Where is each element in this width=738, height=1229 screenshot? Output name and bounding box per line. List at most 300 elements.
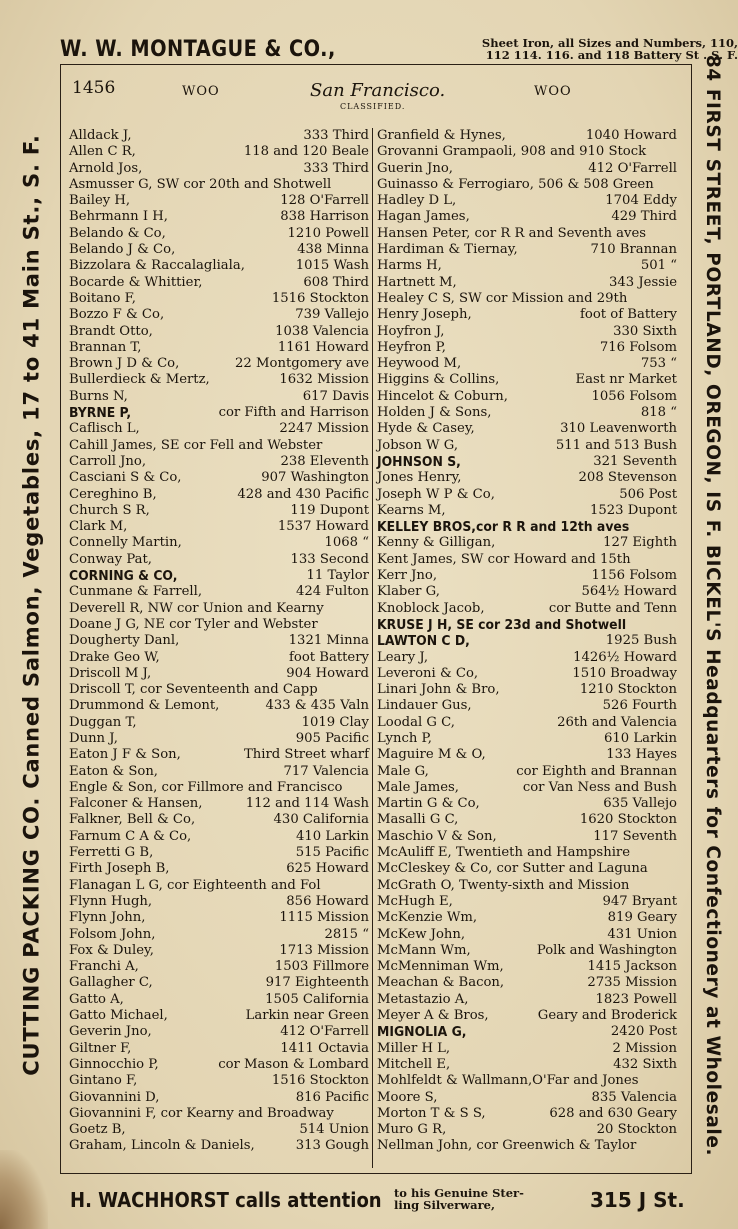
entry-address: 2 Mission [612, 1040, 677, 1056]
directory-entry [377, 584, 677, 600]
entry-address: 564½ Howard [581, 584, 677, 600]
directory-entry [69, 193, 369, 209]
left-column [69, 128, 369, 1155]
entry-name: Healey C S, SW cor Mission and 29th [377, 290, 628, 306]
entry-address: 433 & 435 Valn [265, 698, 369, 714]
entry-address: 1516 Stockton [271, 1073, 369, 1089]
entry-address: 1523 Dupont [590, 502, 677, 518]
entry-name: Maschio V & Son, [377, 828, 497, 844]
directory-entry [69, 209, 369, 225]
entry-address: 904 Howard [286, 665, 369, 681]
entry-name: Maguire M & O, [377, 747, 486, 763]
directory-entry [69, 633, 369, 649]
bottom-ad-note-line1: to his Genuine Ster- [394, 1186, 524, 1200]
entry-name: JOHNSON S, [377, 453, 461, 470]
entry-name: Gallagher C, [69, 975, 153, 991]
directory-entry [69, 1057, 369, 1073]
entry-address: 1115 Mission [279, 910, 369, 926]
directory-entry [69, 242, 369, 258]
entry-name: Franchi A, [69, 959, 139, 975]
entry-address: 412 O'Farrell [588, 160, 677, 176]
directory-entry [69, 1024, 369, 1040]
entry-address: 1415 Jackson [587, 959, 677, 975]
entry-name: Geverin Jno, [69, 1024, 152, 1040]
entry-name: Hartnett M, [377, 274, 457, 290]
directory-entry [69, 438, 369, 454]
entry-name: Firth Joseph B, [69, 861, 170, 877]
entry-name: Belando & Co, [69, 225, 166, 241]
entry-name: Fox & Duley, [69, 942, 154, 958]
entry-name: Brown J D & Co, [69, 356, 180, 372]
directory-entry [69, 731, 369, 747]
entry-name: Drake Geo W, [69, 649, 160, 665]
entry-address: 1925 Bush [605, 633, 677, 649]
entry-name: Harms H, [377, 258, 442, 274]
entry-name: Belando J & Co, [69, 242, 176, 258]
entry-address: 526 Fourth [602, 698, 677, 714]
entry-address: 11 Taylor [306, 568, 369, 584]
directory-entry [69, 682, 369, 698]
directory-entry [377, 878, 677, 894]
directory-entry [377, 372, 677, 388]
entry-name: Allen C R, [69, 144, 136, 160]
directory-entry [377, 487, 677, 503]
entry-address: 608 Third [303, 274, 369, 290]
bottom-ad-note [394, 1187, 584, 1211]
entry-address: 1426½ Howard [573, 649, 677, 665]
entry-address: 1516 Stockton [271, 290, 369, 306]
entry-name: Flynn Hugh, [69, 893, 153, 909]
directory-entry [377, 454, 677, 470]
directory-entry [69, 1073, 369, 1089]
entry-address: cor Van Ness and Bush [522, 779, 677, 795]
entry-name: Ferretti G B, [69, 845, 154, 861]
directory-entry [377, 910, 677, 926]
entry-address: Third Street wharf [243, 747, 369, 763]
directory-entry [69, 356, 369, 372]
entry-address: Geary and Broderick [537, 1008, 677, 1024]
entry-address: 1503 Fillmore [274, 959, 369, 975]
entry-address: 432 Sixth [613, 1056, 677, 1072]
directory-entry [377, 568, 677, 584]
directory-entry [377, 340, 677, 356]
entry-name: Cahill James, SE cor Fell and Webster [69, 437, 323, 453]
directory-entry [69, 552, 369, 568]
entry-name: Hoyfron J, [377, 323, 445, 339]
entry-name: Engle & Son, cor Fillmore and Francisco [69, 779, 343, 795]
entry-name: Bullerdieck & Mertz, [69, 372, 210, 388]
entry-name: Meyer A & Bros, [377, 1008, 489, 1024]
directory-entry [377, 747, 677, 763]
entry-address: 515 Pacific [295, 845, 369, 861]
directory-entry [69, 943, 369, 959]
directory-entry [69, 992, 369, 1008]
directory-entry [69, 910, 369, 926]
directory-entry [69, 764, 369, 780]
directory-entry [377, 209, 677, 225]
directory-entry [69, 666, 369, 682]
column-divider [372, 128, 373, 1168]
entry-name: Giovannini D, [69, 1089, 160, 1105]
entry-name: Kerr Jno, [377, 568, 438, 584]
bottom-ad-note-line2: ling Silverware, [394, 1198, 495, 1212]
directory-entry [69, 421, 369, 437]
entry-name: Duggan T, [69, 714, 137, 730]
entry-name: Burns N, [69, 388, 128, 404]
entry-address: 2735 Mission [587, 975, 677, 991]
entry-name: Connelly Martin, [69, 535, 182, 551]
directory-entry [69, 894, 369, 910]
entry-name: Gatto Michael, [69, 1008, 168, 1024]
entry-name: Farnum C A & Co, [69, 828, 192, 844]
directory-entry [69, 389, 369, 405]
entry-address: 2815 “ [324, 926, 369, 942]
directory-entry [69, 503, 369, 519]
entry-name: Mohlfeldt & Wallmann,O'Far and Jones [377, 1073, 639, 1089]
entry-address: 816 Pacific [295, 1089, 369, 1105]
directory-entry [69, 698, 369, 714]
directory-entry [69, 405, 369, 421]
entry-name: Bizzolara & Raccalagliala, [69, 258, 245, 274]
entry-name: Falconer & Hansen, [69, 796, 203, 812]
directory-entry [377, 258, 677, 274]
directory-entry [377, 764, 677, 780]
entry-name: Joseph W P & Co, [377, 486, 495, 502]
directory-entry [377, 894, 677, 910]
entry-address: 428 and 430 Pacific [237, 486, 369, 502]
directory-entry [377, 1057, 677, 1073]
entry-address: 716 Folsom [599, 339, 677, 355]
entry-name: Alldack J, [69, 128, 132, 143]
entry-name: Clark M, [69, 519, 128, 535]
directory-entry [377, 438, 677, 454]
directory-entry [69, 1041, 369, 1057]
entry-address: 2247 Mission [279, 421, 369, 437]
directory-entry [377, 1073, 677, 1089]
entry-address: 514 Union [299, 1122, 369, 1138]
entry-name: Graham, Lincoln & Daniels, [69, 1138, 255, 1154]
directory-entry [377, 535, 677, 551]
entry-name: McKew John, [377, 926, 466, 942]
entry-address: 1505 California [265, 991, 369, 1007]
page-number: 1456 [72, 78, 116, 98]
entry-name: Driscoll T, cor Seventeenth and Capp [69, 682, 318, 698]
entry-address: 710 Brannan [590, 242, 677, 258]
entry-name: Kearns M, [377, 502, 446, 518]
directory-entry [377, 943, 677, 959]
directory-entry [377, 193, 677, 209]
directory-entry [69, 454, 369, 470]
entry-address: 905 Pacific [295, 730, 369, 746]
entry-name: Nellman John, cor Greenwich & Taylor [377, 1138, 637, 1154]
directory-entry [377, 731, 677, 747]
directory-entry [377, 177, 677, 193]
directory-entry [69, 747, 369, 763]
entry-name: Leveroni & Co, [377, 665, 479, 681]
entry-name: Jones Henry, [377, 470, 462, 486]
entry-name: Conway Pat, [69, 551, 152, 567]
bottom-ad-address: 315 J St. [590, 1188, 685, 1212]
entry-address: 133 Hayes [606, 747, 677, 763]
entry-name: Cunmane & Farrell, [69, 584, 203, 600]
directory-entry [69, 161, 369, 177]
entry-address: 506 Post [619, 486, 677, 502]
entry-address: 1210 Stockton [579, 682, 677, 698]
entry-name: Linari John & Bro, [377, 682, 500, 698]
entry-name: BYRNE P, [69, 405, 132, 422]
entry-name: Eaton J F & Son, [69, 747, 181, 763]
directory-entry [377, 356, 677, 372]
directory-entry [69, 780, 369, 796]
entry-address: 2420 Post [610, 1024, 677, 1040]
directory-entry [377, 307, 677, 323]
entry-address: 424 Fulton [296, 584, 369, 600]
entry-address: 117 Seventh [593, 828, 677, 844]
directory-entry [69, 291, 369, 307]
entry-name: Lindauer Gus, [377, 698, 472, 714]
directory-entry [69, 177, 369, 193]
entry-name: Granfield & Hynes, [377, 128, 506, 143]
directory-entry [377, 601, 677, 617]
entry-address: 511 and 513 Bush [555, 437, 677, 453]
directory-entry [377, 845, 677, 861]
entry-address: 412 O'Farrell [280, 1024, 369, 1040]
entry-address: 753 “ [640, 356, 677, 372]
directory-entry [377, 1106, 677, 1122]
directory-entry [69, 128, 369, 144]
entry-address: 26th and Valencia [557, 714, 677, 730]
entry-name: Flynn John, [69, 910, 146, 926]
entry-address: 917 Eighteenth [265, 975, 369, 991]
directory-entry [69, 796, 369, 812]
directory-entry [377, 389, 677, 405]
entry-address: foot Battery [289, 649, 369, 665]
entry-name: Doane J G, NE cor Tyler and Webster [69, 616, 318, 632]
top-ad-firm: W. W. MONTAGUE & CO., [60, 36, 336, 62]
entry-address: 429 Third [611, 209, 677, 225]
directory-entry [69, 226, 369, 242]
entry-address: 1056 Folsom [591, 388, 677, 404]
directory-entry [69, 1008, 369, 1024]
directory-entry [377, 144, 677, 160]
entry-name: Ginnocchio P, [69, 1056, 159, 1072]
directory-entry [69, 861, 369, 877]
entry-name: Guerin Jno, [377, 160, 453, 176]
entry-name: Goetz B, [69, 1122, 126, 1138]
directory-entry [377, 698, 677, 714]
entry-name: Bailey H, [69, 193, 131, 209]
entry-name: Leary J, [377, 649, 429, 665]
entry-address: cor Fifth and Harrison [218, 405, 369, 421]
page-title: San Francisco. [310, 80, 446, 101]
entry-address: 1537 Howard [277, 519, 369, 535]
entry-address: 818 “ [640, 405, 677, 421]
directory-entry [377, 1041, 677, 1057]
entry-name: Hagan James, [377, 209, 470, 225]
entry-address: 20 Stockton [596, 1122, 677, 1138]
entry-address: 1632 Mission [279, 372, 369, 388]
directory-entry [69, 258, 369, 274]
entry-name: Metastazio A, [377, 991, 469, 1007]
entry-name: Martin G & Co, [377, 796, 480, 812]
directory-entry [69, 975, 369, 991]
entry-name: KRUSE J H, SE cor 23d and Shotwell [377, 616, 627, 633]
entry-address: 1321 Minna [288, 633, 369, 649]
entry-name: McMenniman Wm, [377, 959, 504, 975]
entry-name: McHugh E, [377, 893, 453, 909]
directory-entry [69, 845, 369, 861]
entry-address: 856 Howard [286, 893, 369, 909]
entry-address: 1040 Howard [585, 128, 677, 143]
top-ad-note-line1: Sheet Iron, all Sizes and Numbers, 110, [481, 36, 738, 50]
page-subtitle: CLASSIFIED. [340, 102, 406, 111]
directory-entry [69, 829, 369, 845]
entry-name: Hardiman & Tiernay, [377, 242, 518, 258]
entry-name: Folsom John, [69, 926, 156, 942]
entry-name: Church S R, [69, 502, 150, 518]
directory-entry [69, 324, 369, 340]
directory-entry [69, 959, 369, 975]
entry-address: Larkin near Green [245, 1008, 369, 1024]
directory-entry [69, 487, 369, 503]
entry-address: 819 Geary [607, 910, 677, 926]
directory-entry [69, 878, 369, 894]
entry-address: 1019 Clay [301, 714, 369, 730]
entry-name: Mitchell E, [377, 1056, 451, 1072]
entry-name: Giovannini F, cor Kearny and Broadway [69, 1105, 334, 1121]
directory-entry [377, 780, 677, 796]
entry-name: Cereghino B, [69, 486, 157, 502]
entry-name: Falkner, Bell & Co, [69, 812, 196, 828]
entry-name: Grovanni Grampaoli, 908 and 910 Stock [377, 144, 647, 160]
directory-entry [377, 405, 677, 421]
entry-address: 625 Howard [286, 861, 369, 877]
entry-name: Hadley D L, [377, 193, 457, 209]
entry-name: Kent James, SW cor Howard and 15th [377, 551, 631, 567]
entry-name: Jobson W G, [377, 437, 459, 453]
directory-entry [377, 812, 677, 828]
entry-address: 1038 Valencia [275, 323, 369, 339]
directory-entry [377, 959, 677, 975]
entry-name: Drummond & Lemont, [69, 698, 220, 714]
entry-address: 310 Leavenworth [560, 421, 677, 437]
entry-name: Loodal G C, [377, 714, 455, 730]
entry-address: cor Eighth and Brannan [516, 763, 677, 779]
entry-name: Boitano F, [69, 290, 136, 306]
entry-address: 947 Bryant [602, 893, 677, 909]
entry-address: 133 Second [290, 551, 369, 567]
entry-address: 1015 Wash [295, 258, 369, 274]
entry-name: Heyfron P, [377, 339, 446, 355]
entry-address: 208 Stevenson [578, 470, 677, 486]
entry-address: 635 Vallejo [603, 796, 677, 812]
entry-address: 1411 Octavia [280, 1040, 369, 1056]
entry-name: Giltner F, [69, 1040, 132, 1056]
entry-address: 1156 Folsom [591, 568, 677, 584]
entry-name: Henry Joseph, [377, 307, 472, 323]
entry-name: McAuliff E, Twentieth and Hampshire [377, 845, 631, 861]
directory-entry [69, 812, 369, 828]
directory-entry [69, 617, 369, 633]
entry-name: Male James, [377, 779, 459, 795]
entry-address: 333 Third [303, 160, 369, 176]
directory-entry [377, 975, 677, 991]
left-side-ad-text: CUTTING PACKING CO. Canned Salmon, Vegetables, 17 to 41 Main St., S. F. [20, 134, 45, 1076]
entry-name: Miller H L, [377, 1040, 451, 1056]
header-right-word: WOO [534, 84, 572, 99]
directory-entry [377, 1090, 677, 1106]
entry-name: Casciani S & Co, [69, 470, 182, 486]
entry-name: Morton T & S S, [377, 1105, 486, 1121]
directory-entry [377, 275, 677, 291]
entry-address: 410 Larkin [296, 828, 369, 844]
directory-entry [377, 470, 677, 486]
directory-entry [377, 519, 677, 535]
directory-entry [69, 519, 369, 535]
entry-address: cor Butte and Tenn [548, 600, 677, 616]
entry-address: 739 Vallejo [295, 307, 369, 323]
directory-entry [69, 275, 369, 291]
directory-entry [377, 226, 677, 242]
entry-name: McKenzie Wm, [377, 910, 478, 926]
entry-address: 119 Dupont [290, 502, 369, 518]
entry-name: Lynch P, [377, 730, 432, 746]
directory-entry [377, 633, 677, 649]
entry-name: Asmusser G, SW cor 20th and Shotwell [69, 176, 332, 192]
directory-entry [69, 340, 369, 356]
entry-address: 128 O'Farrell [280, 193, 369, 209]
entry-address: 1620 Stockton [579, 812, 677, 828]
directory-entry [377, 861, 677, 877]
right-side-ad-text: 84 FIRST STREET, PORTLAND, OREGON, IS F. BICKEL'S Headquarters for Confectionery at Wholesale. [702, 54, 724, 1156]
directory-entry [377, 829, 677, 845]
directory-entry [377, 161, 677, 177]
entry-name: CORNING & CO, [69, 568, 178, 585]
entry-name: Bocarde & Whittier, [69, 274, 203, 290]
entry-name: Brannan T, [69, 339, 142, 355]
entry-name: Heywood M, [377, 356, 462, 372]
directory-entry [69, 535, 369, 551]
entry-name: Klaber G, [377, 584, 440, 600]
top-advertisement [60, 34, 738, 64]
directory-entry [377, 128, 677, 144]
entry-address: 610 Larkin [604, 730, 677, 746]
directory-entry [377, 552, 677, 568]
entry-address: 1161 Howard [277, 339, 369, 355]
entry-address: 1704 Eddy [605, 193, 677, 209]
entry-address: 501 “ [640, 258, 677, 274]
header-left-word: WOO [182, 84, 220, 99]
entry-name: Muro G R, [377, 1122, 447, 1138]
directory-entry [69, 307, 369, 323]
entry-address: 438 Minna [297, 242, 369, 258]
directory-entry [377, 927, 677, 943]
directory-entry [69, 1122, 369, 1138]
bottom-advertisement [70, 1184, 690, 1220]
entry-name: McMann Wm, [377, 942, 471, 958]
entry-name: Arnold Jos, [69, 160, 143, 176]
directory-entry [377, 421, 677, 437]
bottom-ad-lead: H. WACHHORST calls attention [70, 1188, 382, 1212]
entry-address: 343 Jessie [608, 274, 677, 290]
entry-name: Masalli G C, [377, 812, 459, 828]
directory-entry [377, 796, 677, 812]
entry-address: 1068 “ [324, 535, 369, 551]
directory-entry [69, 601, 369, 617]
directory-entry [69, 927, 369, 943]
entry-name: Dunn J, [69, 730, 118, 746]
top-ad-note [338, 37, 738, 61]
